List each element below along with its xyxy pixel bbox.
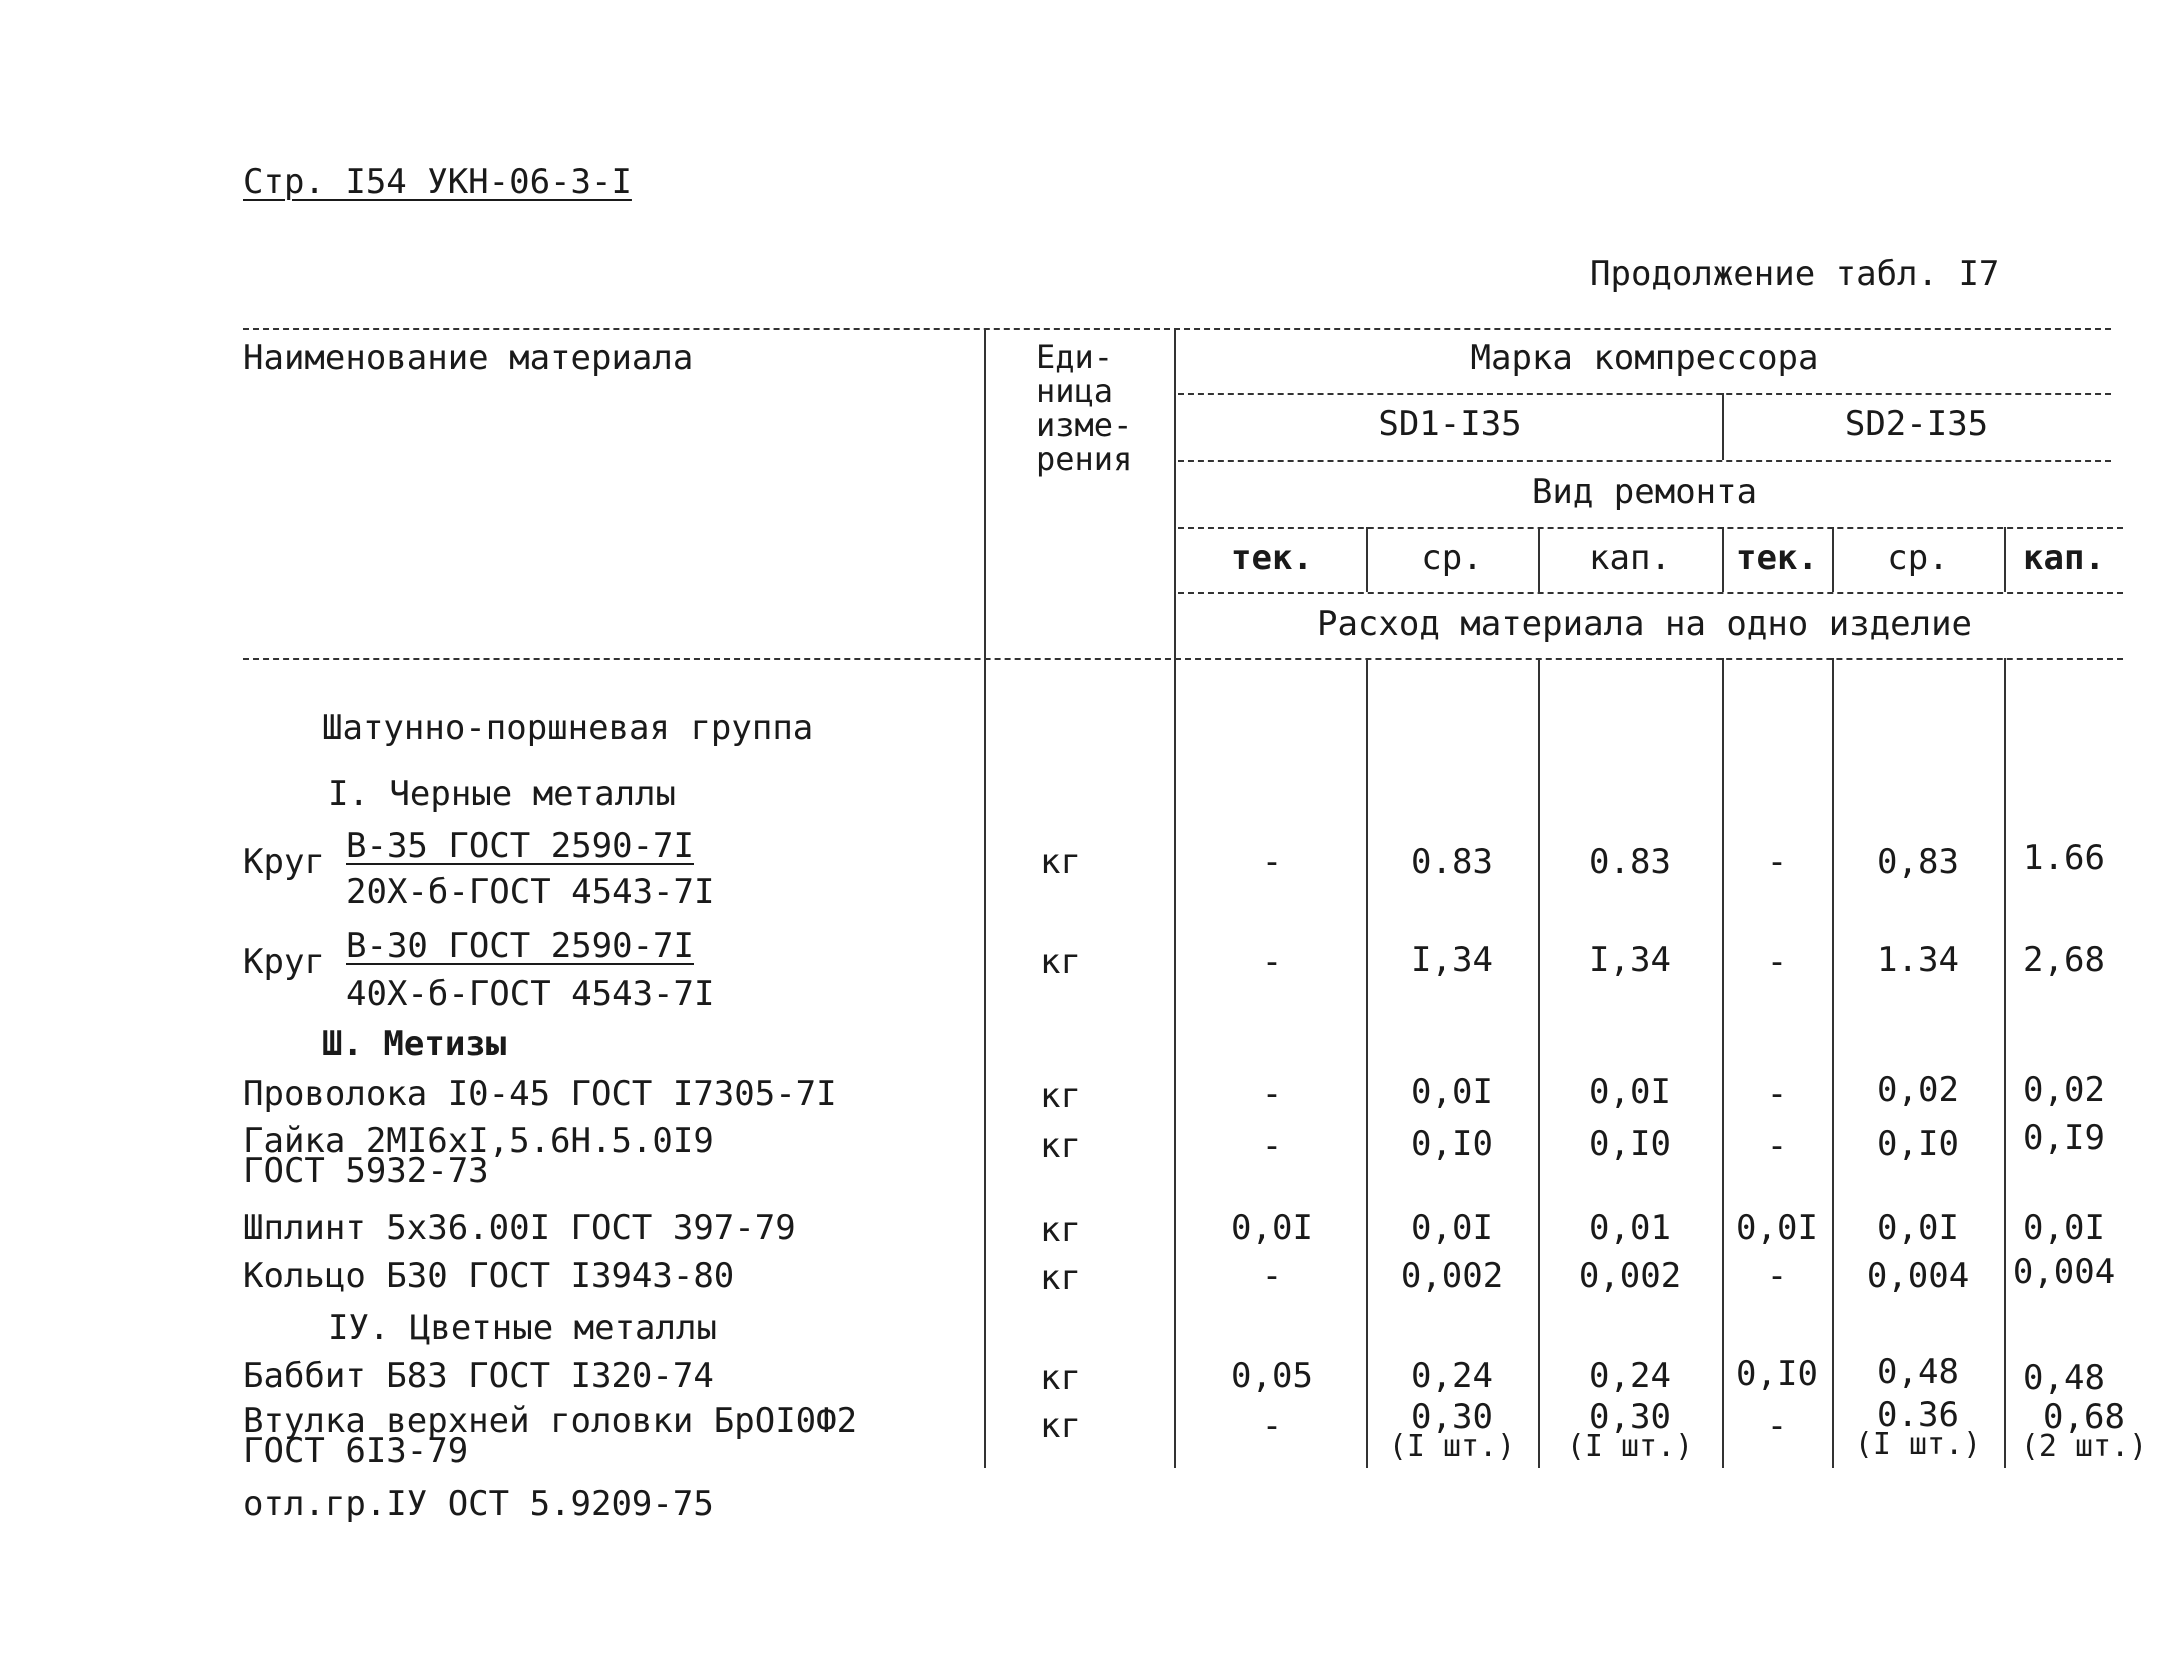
row-fraction-den: 20Х-б-ГОСТ 4543-7I <box>346 872 715 912</box>
row-unit: кг <box>1040 1258 1081 1298</box>
row-value: - <box>1766 1256 1788 1296</box>
section-nonferrous: IУ. Цветные металлы <box>328 1308 717 1348</box>
values-col-divider <box>1174 328 1176 1468</box>
page-header: Стр. I54 УКН-06-3-I <box>243 162 632 202</box>
unit-header-line: изме- <box>1036 406 1133 444</box>
row-unit: кг <box>1040 1210 1081 1250</box>
row-value: - <box>1261 942 1283 982</box>
section-hardware: Ш. Метизы <box>322 1024 507 1064</box>
row-value: 0,83 <box>1877 842 1959 882</box>
row-value: - <box>1766 1074 1788 1114</box>
row-unit: кг <box>1040 1126 1081 1166</box>
row-unit: кг <box>1040 842 1081 882</box>
section-ferrous: I. Черные металлы <box>328 774 676 814</box>
row-name: Проволока I0-45 ГОСТ I7305-7I <box>243 1074 837 1114</box>
unit-header-line: ница <box>1036 372 1114 410</box>
row-value: 1.34 <box>1877 940 1959 980</box>
model-1-header: SD1-I35 <box>1378 404 1522 444</box>
row-name-block <box>243 1401 858 1471</box>
row-prefix: Круг <box>243 842 325 882</box>
body-div-1 <box>1366 658 1368 1468</box>
subcol-sr-2: ср. <box>1887 538 1949 578</box>
unit-col-divider <box>984 328 986 1468</box>
row-value: 0,004 <box>1866 1256 1970 1296</box>
row-name: Гайка 2МI6хI,5.6Н.5.0I9 <box>243 1121 714 1161</box>
subcol-tek-1: тек. <box>1231 538 1313 578</box>
row-name-line2: ГОСТ 5932-73 <box>243 1151 489 1191</box>
row-value: - <box>1261 1126 1283 1166</box>
body-div-4 <box>1832 658 1834 1468</box>
row-value: 0,I0 <box>1877 1124 1959 1164</box>
row-value: 0,I0 <box>1589 1124 1671 1164</box>
repair-rule <box>1178 527 2123 529</box>
model-2-header: SD2-I35 <box>1844 404 1989 444</box>
row-value: 0,0I <box>1736 1208 1818 1248</box>
row-value: - <box>1766 942 1788 982</box>
row-value: 0,0I <box>2023 1208 2105 1248</box>
row-value: 0,24 <box>1589 1356 1671 1396</box>
row-unit: кг <box>1040 1076 1081 1116</box>
row-fraction-den: 40Х-б-ГОСТ 4543-7I <box>346 974 715 1014</box>
row-name: Баббит Б83 ГОСТ I320-74 <box>243 1356 714 1396</box>
row-value-block <box>1538 1397 1722 1464</box>
body-div-5 <box>2004 658 2006 1468</box>
row-value-block <box>1832 1395 2004 1462</box>
unit-header-line: рения <box>1036 440 1133 478</box>
row-value: 0,02 <box>1877 1070 1959 1110</box>
row-value: - <box>1261 1074 1283 1114</box>
row-value: 0,68 <box>2043 1397 2125 1437</box>
row-value: - <box>1766 1406 1788 1446</box>
table-top-rule <box>243 328 2111 330</box>
repair-type-header: Вид ремонта <box>1531 472 1758 512</box>
row-name-block <box>243 1121 714 1191</box>
row-value: - <box>1261 842 1283 882</box>
row-unit: кг <box>1040 942 1081 982</box>
row-fraction-num: В-30 ГОСТ 2590-7I <box>346 926 694 966</box>
col-unit-header <box>1036 340 1132 476</box>
table-caption: Продолжение табл. I7 <box>1590 254 2000 294</box>
compressor-brand-header: Марка компрессора <box>1470 338 1819 378</box>
subcol-tek-2: тек. <box>1736 538 1818 578</box>
body-div-2 <box>1538 658 1540 1468</box>
row-value-block <box>2004 1397 2164 1464</box>
row-value: 0,004 <box>2012 1252 2116 1292</box>
row-name: Кольцо Б30 ГОСТ I3943-80 <box>243 1256 735 1296</box>
row-value: 0,0I <box>1877 1208 1959 1248</box>
row-value: 0.83 <box>1589 842 1671 882</box>
row-value: - <box>1766 842 1788 882</box>
row-prefix: Круг <box>243 942 325 982</box>
row-value: 0,0I <box>1589 1072 1671 1112</box>
row-value-sub: (I шт.) <box>1566 1429 1694 1464</box>
row-value: 0,I0 <box>1411 1124 1493 1164</box>
row-value: - <box>1261 1256 1283 1296</box>
subcol-kap-2: кап. <box>2023 538 2105 578</box>
row-value-block <box>1366 1397 1538 1464</box>
row-value-sub: (I шт.) <box>1388 1429 1516 1464</box>
brand-rule <box>1178 393 2111 395</box>
row-value: 0,02 <box>2023 1070 2105 1110</box>
row-unit: кг <box>1040 1406 1081 1446</box>
row-name: Шплинт 5х36.00I ГОСТ 397-79 <box>243 1208 796 1248</box>
col-material-header: Наименование материала <box>243 338 694 378</box>
row-value: - <box>1766 1126 1788 1166</box>
body-div-3 <box>1722 658 1724 1468</box>
row-value: 0,01 <box>1589 1208 1671 1248</box>
row-value: I,34 <box>1589 940 1671 980</box>
row-value: 0.83 <box>1411 842 1493 882</box>
row-value: 1.66 <box>2023 838 2105 878</box>
row-value: 0,30 <box>1589 1397 1671 1437</box>
row-value: 0,I9 <box>2023 1118 2105 1158</box>
row-value: 0,24 <box>1411 1356 1493 1396</box>
row-value: 0,0I <box>1411 1208 1493 1248</box>
consumption-header: Расход материала на одно изделие <box>1316 604 1973 644</box>
footnote: отл.гр.IУ ОСТ 5.9209-75 <box>243 1484 714 1524</box>
row-value: I,34 <box>1411 940 1493 980</box>
subcol-sr-1: ср. <box>1421 538 1483 578</box>
row-value: 0,48 <box>1877 1352 1959 1392</box>
group-title: Шатунно-поршневая группа <box>322 708 814 748</box>
row-value-sub: (2 шт.) <box>2020 1429 2148 1464</box>
row-value: 0,002 <box>1578 1256 1682 1296</box>
row-value: 0,0I <box>1231 1208 1313 1248</box>
row-name-line2: ГОСТ 6I3-79 <box>243 1431 469 1471</box>
header-bottom-rule <box>243 658 2123 660</box>
row-value-sub: (I шт.) <box>1854 1427 1982 1462</box>
row-unit: кг <box>1040 1358 1081 1398</box>
row-fraction-num: В-35 ГОСТ 2590-7I <box>346 826 694 866</box>
model-rule <box>1178 460 2111 462</box>
row-value: 0,30 <box>1411 1397 1493 1437</box>
row-value: - <box>1261 1406 1283 1446</box>
row-name: Втулка верхней головки БрОI0Ф2 <box>243 1401 858 1441</box>
unit-header-line: Еди- <box>1036 338 1114 376</box>
row-value: 0.36 <box>1877 1395 1959 1435</box>
row-value: 2,68 <box>2023 940 2105 980</box>
subcol-rule <box>1178 592 2123 594</box>
row-value: 0,05 <box>1231 1356 1313 1396</box>
row-value: 0,I0 <box>1736 1354 1818 1394</box>
row-value: 0,48 <box>2023 1358 2105 1398</box>
subcol-kap-1: кап. <box>1589 538 1671 578</box>
row-value: 0,002 <box>1400 1256 1504 1296</box>
row-value: 0,0I <box>1411 1072 1493 1112</box>
